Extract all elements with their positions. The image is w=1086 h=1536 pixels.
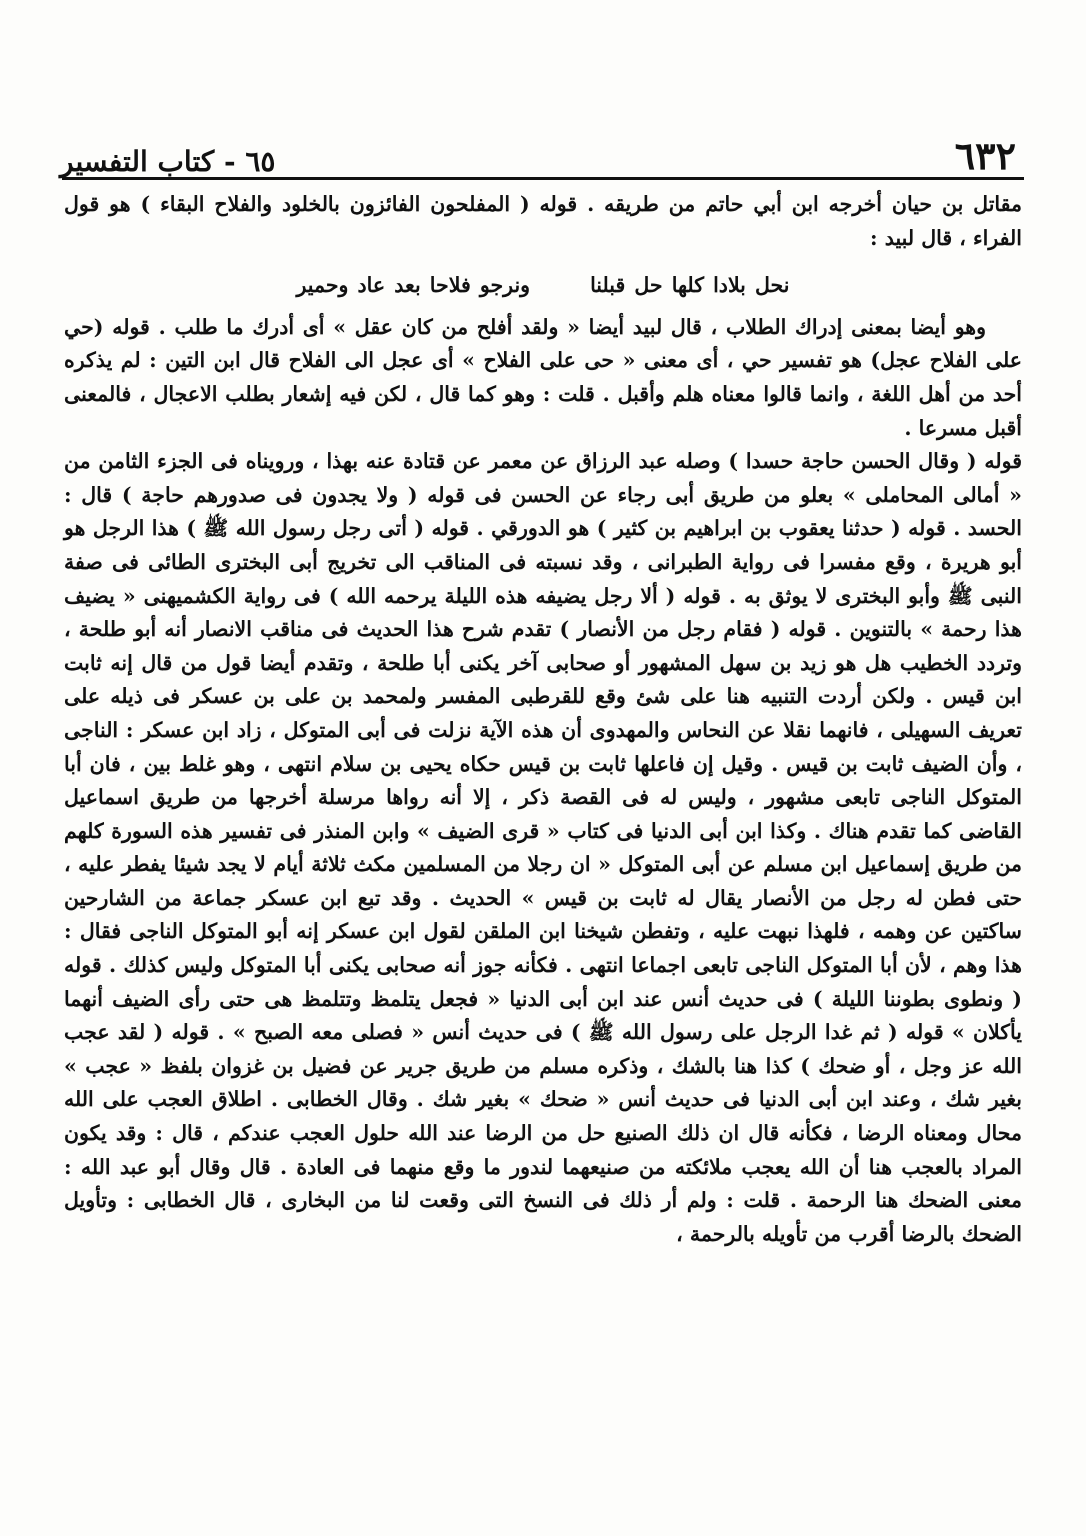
paragraph-intro: مقاتل بن حيان أخرجه ابن أبي حاتم من طريقه . قوله ( المفلحون الفائزون بالخلود والفلاح البقاء ) هو قول الفراء ، قال لبيد : — [64, 192, 1022, 250]
running-title: ٦٥ - كتاب التفسير — [60, 145, 276, 178]
body-text — [64, 188, 1022, 1251]
paragraph-falah: وهو أيضا بمعنى إدراك الطلاب ، قال لبيد أيضا « ولقد أفلح من كان عقل » أى أدرك ما طلب . قوله (حي على الفلاح عجل) هو تفسير حي ، أى معنى « حى على الفلاح » أى عجل الى الفلاح قال ابن التين : لم يذكره أحد من أهل اللغة ، وانما قالوا معناه هلم وأقبل . قلت : وهو كما قال ، لكن فيه إشعار بطلب الاعجال ، فالمعنى أقبل مسرعا . — [64, 314, 1022, 440]
verse-first-hemistich: نحل بلادا كلها حل قبلنا — [590, 273, 790, 298]
poetry-verse — [64, 269, 1022, 303]
paragraph-commentary: قوله ( وقال الحسن حاجة حسدا ) وصله عبد الرزاق عن معمر عن قتادة عنه بهذا ، ورويناه فى الجزء الثامن من « أمالى المحاملى » بعلو من طريق أبى رجاء عن الحسن فى قوله ( ولا يجدون فى صدورهم حاجة ) قال : الحسد . قوله ( حدثنا يعقوب بن ابراهيم بن كثير ) هو الدورقي . قوله ( أتى رجل رسول الله ﷺ ) هذا الرجل هو أبو هريرة ، وقع مفسرا فى رواية الطبرانى ، وقد نسبته فى المناقب الى تخريج أبى البخترى الطائى فى صفة النبى ﷺ وأبو البخترى لا يوثق به . قوله ( ألا رجل يضيفه هذه الليلة يرحمه الله ) فى رواية الكشميهنى « يضيف هذا رحمة » بالتنوين . قوله ( فقام رجل من الأنصار ) تقدم شرح هذا الحديث فى مناقب الانصار أنه أبو طلحة ، وتردد الخطيب هل هو زيد بن سهل المشهور أو صحابى آخر يكنى أبا طلحة ، وتقدم أيضا قول من قال إنه ثابت ابن قيس . ولكن أردت التنبيه هنا على شئ وقع للقرطبى المفسر ولمحمد بن على بن عسكر فى ذيله على تعريف السهيلى ، فانهما نقلا عن النحاس والمهدوى أن هذه الآية نزلت فى أبى المتوكل ، زاد ابن عسكر : الناجى ، وأن الضيف ثابت بن قيس . وقيل إن فاعلها ثابت بن قيس حكاه يحيى بن سلام انتهى ، وهو غلط بين ، فان أبا المتوكل الناجى تابعى مشهور ، وليس له فى القصة ذكر ، إلا أنه رواها مرسلة أخرجها من طريق اسماعيل القاضى كما تقدم هناك . وكذا ابن أبى الدنيا فى كتاب « قرى الضيف » وابن المنذر فى تفسير هذه السورة كلهم من طريق إسماعيل ابن مسلم عن أبى المتوكل « ان رجلا من المسلمين مكث ثلاثة أيام لا يجد شيئا يفطر عليه ، حتى فطن له رجل من الأنصار يقال له ثابت بن قيس » الحديث . وقد تبع ابن عسكر جماعة من الشارحين ساكتين عن وهمه ، فلهذا نبهت عليه ، وتفطن شيخنا ابن الملقن لقول ابن عسكر إنه أبو المتوكل الناجى فقال : هذا وهم ، لأن أبا المتوكل الناجى تابعى اجماعا انتهى . فكأنه جوز أنه صحابى يكنى أبا المتوكل وليس كذلك . قوله ( ونطوى بطوننا الليلة ) فى حديث أنس عند ابن أبى الدنيا « فجعل يتلمظ وتتلمظ هى حتى رأى الضيف أنهما يأكلان » قوله ( ثم غدا الرجل على رسول الله ﷺ ) فى حديث أنس « فصلى معه الصبح » . قوله ( لقد عجب الله عز وجل ، أو ضحك ) كذا هنا بالشك ، وذكره مسلم من طريق جرير عن فضيل بن غزوان بلفظ « عجب » بغير شك ، وعند ابن أبى الدنيا فى حديث أنس « ضحك » بغير شك . وقال الخطابى . اطلاق العجب على الله محال ومعناه الرضا ، فكأنه قال ان ذلك الصنيع حل من الرضا عند الله حلول العجب عندكم ، قال : وقد يكون المراد بالعجب هنا أن الله يعجب ملائكته من صنيعهما لندور ما وقع منهما فى العادة . قال وقال أبو عبد الله : معنى الضحك هنا الرحمة . قلت : ولم أر ذلك فى النسخ التى وقعت لنا من البخارى ، قال الخطابى : وتأويل الضحك بالرضا أقرب من تأويله بالرحمة ، — [64, 449, 1023, 1246]
page-number: ٦٣٢ — [954, 133, 1016, 178]
header-rule — [62, 177, 1024, 180]
verse-second-hemistich: ونرجو فلاحا بعد عاد وحمير — [296, 273, 531, 298]
page-header — [60, 128, 1026, 178]
